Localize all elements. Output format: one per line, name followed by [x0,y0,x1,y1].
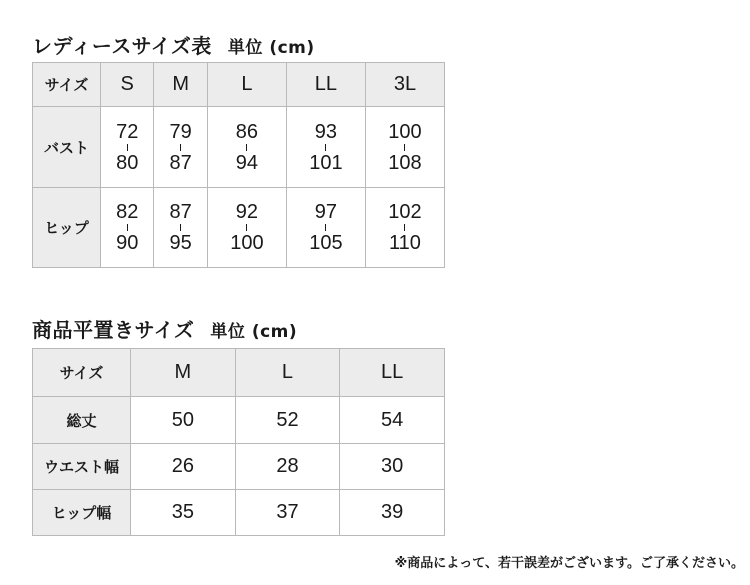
range-separator [180,224,181,231]
range-separator [127,224,128,231]
product-size-title-text: 商品平置きサイズ [32,318,195,342]
size-header: M [131,349,236,397]
row-label-hip: ヒップ [33,188,101,268]
range-min: 100 [388,120,422,143]
range-cell [286,107,365,188]
range-cell [207,107,286,188]
value-cell: 50 [131,397,236,444]
range-cell [154,107,207,188]
range-max: 87 [169,151,192,174]
product-size-title [32,314,297,343]
range-max: 80 [116,151,139,174]
range-cell [101,188,154,268]
range-max: 105 [309,232,343,254]
row-label-total-length: 総丈 [33,397,131,444]
range-separator [246,144,247,151]
range-separator [325,144,326,151]
row-label-waist-width: ウエスト幅 [33,444,131,490]
value-cell: 35 [131,490,236,536]
range-cell [286,188,365,268]
range-separator [404,144,405,151]
range-max: 94 [235,151,259,174]
value-cell: 52 [235,397,340,444]
ladies-size-title [32,30,315,59]
range-max: 110 [389,232,421,254]
table-header-row [33,63,445,107]
range-separator [325,224,326,231]
range-min: 72 [116,120,139,143]
range-min: 86 [235,120,259,143]
product-size-unit: 単位 (cm) [210,322,298,342]
range-separator [246,224,247,231]
table-row [33,444,445,490]
range-max: 101 [309,151,343,174]
table-row [33,188,445,268]
table-row [33,490,445,536]
range-max: 90 [116,232,139,254]
size-header: L [207,63,286,107]
ladies-size-unit: 単位 (cm) [227,38,315,58]
table-row [33,397,445,444]
corner-label: サイズ [33,349,131,397]
table-row [33,107,445,188]
value-cell: 54 [340,397,445,444]
range-separator [404,224,405,231]
range-cell [154,188,207,268]
range-cell [365,107,444,188]
range-min: 97 [314,201,338,223]
value-cell: 37 [235,490,340,536]
range-min: 93 [314,120,338,143]
range-min: 79 [169,120,192,143]
size-header: M [154,63,207,107]
range-cell [365,188,444,268]
value-cell: 30 [340,444,445,490]
row-label-hip-width: ヒップ幅 [33,490,131,536]
size-header: S [101,63,154,107]
ladies-size-title-text: レディースサイズ表 [32,34,212,58]
table-header-row [33,349,445,397]
range-max: 108 [388,151,422,174]
size-header: LL [340,349,445,397]
disclaimer-note: ※商品によって、若干誤差がございます。ご了承ください。 [394,556,744,571]
ladies-size-table [32,62,445,268]
range-max: 95 [169,232,192,254]
range-min: 87 [169,201,192,223]
value-cell: 26 [131,444,236,490]
range-cell [101,107,154,188]
range-separator [127,144,128,151]
range-separator [180,144,181,151]
size-header: 3L [365,63,444,107]
range-min: 82 [116,201,139,223]
size-header: LL [286,63,365,107]
product-size-table [32,348,445,536]
range-min: 102 [388,201,422,223]
corner-label: サイズ [33,63,101,107]
range-min: 92 [235,201,259,223]
size-header: L [235,349,340,397]
range-max: 100 [230,232,264,254]
value-cell: 39 [340,490,445,536]
range-cell [207,188,286,268]
value-cell: 28 [235,444,340,490]
row-label-bust: バスト [33,107,101,188]
